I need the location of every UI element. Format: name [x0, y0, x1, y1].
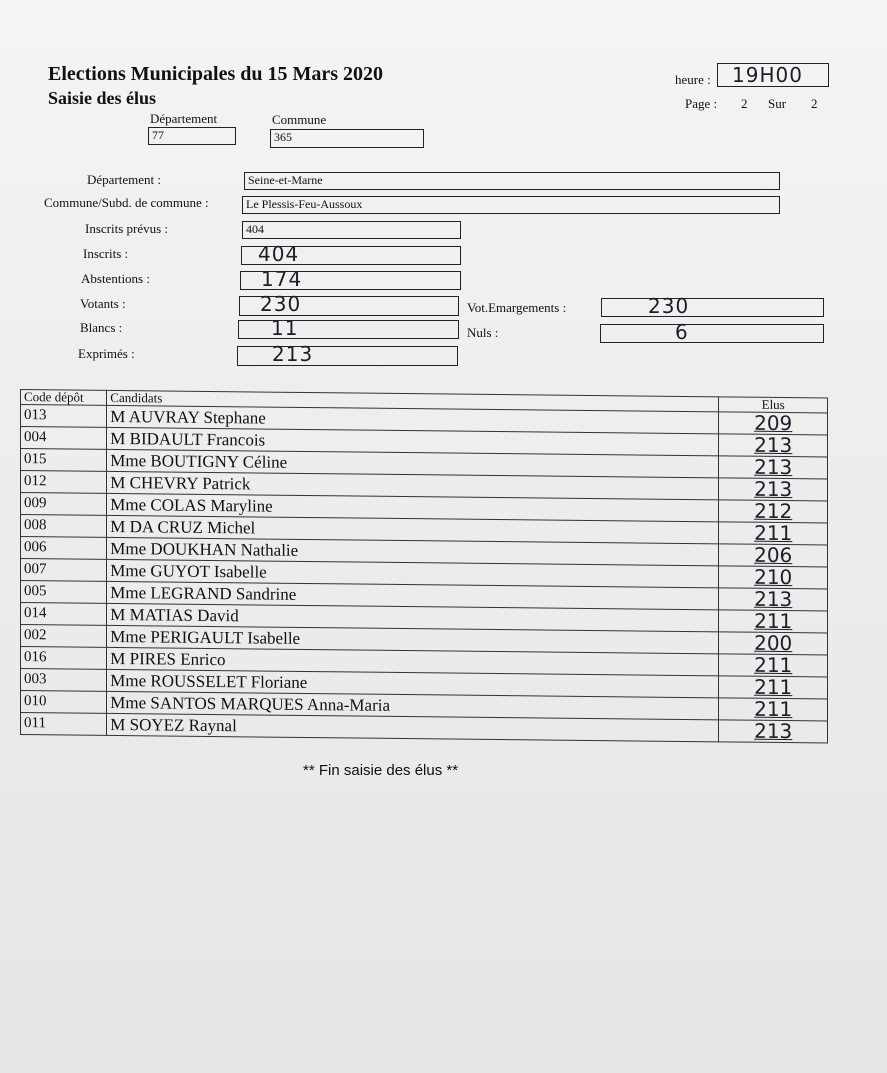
- candidate-name: Mme GUYOT Isabelle: [107, 559, 719, 587]
- candidate-name: M MATIAS David: [107, 603, 719, 631]
- candidate-name: Mme PERIGAULT Isabelle: [107, 625, 719, 653]
- candidate-code: 003: [21, 669, 107, 692]
- candidate-code: 002: [21, 625, 107, 648]
- candidate-elus: 213: [719, 720, 828, 743]
- nuls-label: Nuls :: [467, 325, 499, 340]
- exprimes-label: Exprimés :: [78, 346, 135, 361]
- candidate-code: 013: [21, 405, 107, 428]
- candidate-code: 011: [21, 713, 107, 736]
- exprimes-field: 213: [237, 346, 458, 366]
- end-of-entry-note: ** Fin saisie des élus **: [303, 762, 459, 779]
- candidate-code: 012: [21, 471, 107, 494]
- candidate-elus: 213: [719, 456, 828, 479]
- candidate-name: M PIRES Enrico: [107, 647, 719, 675]
- document-subtitle: Saisie des élus: [48, 88, 157, 108]
- blancs-field: 11: [238, 320, 459, 339]
- inscrits-field: 404: [241, 246, 461, 265]
- document-title: Elections Municipales du 15 Mars 2020: [48, 63, 384, 85]
- candidate-elus: 212: [719, 500, 828, 523]
- candidate-name: M CHEVRY Patrick: [107, 471, 719, 499]
- candidate-code: 010: [21, 691, 107, 714]
- candidate-code: 004: [21, 427, 107, 450]
- inscrits-prevus-field: 404: [242, 221, 461, 239]
- departement-code-field: 77: [148, 127, 236, 145]
- candidate-elus: 211: [719, 676, 828, 699]
- candidate-elus: 213: [719, 434, 828, 457]
- inscrits-prevus-label: Inscrits prévus :: [85, 221, 169, 236]
- candidate-code: 015: [21, 449, 107, 472]
- candidate-elus: 213: [719, 478, 828, 501]
- candidate-name: Mme LEGRAND Sandrine: [107, 581, 719, 609]
- header-elus: Elus: [719, 397, 828, 413]
- candidate-code: 008: [21, 515, 107, 538]
- page-label: Page :: [685, 96, 718, 111]
- departement-label: Département :: [87, 172, 161, 187]
- candidate-code: 005: [21, 581, 107, 604]
- departement-field: Seine-et-Marne: [244, 172, 780, 190]
- candidate-code: 009: [21, 493, 107, 516]
- candidate-elus: 211: [719, 698, 828, 721]
- candidate-elus: 213: [719, 588, 828, 611]
- vot-emargements-field: 230: [601, 298, 824, 317]
- candidate-name: Mme SANTOS MARQUES Anna-Maria: [107, 691, 719, 719]
- header-code-depot: Code dépôt: [21, 390, 107, 406]
- candidate-name: M BIDAULT Francois: [107, 427, 719, 455]
- candidate-code: 016: [21, 647, 107, 670]
- candidate-name: M AUVRAY Stephane: [107, 405, 719, 433]
- heure-value: 19H00: [717, 63, 829, 87]
- page-sur-label: Sur: [768, 96, 787, 111]
- inscrits-label: Inscrits :: [83, 246, 129, 261]
- candidate-elus: 211: [719, 654, 828, 677]
- blancs-label: Blancs :: [80, 320, 123, 335]
- commune-label: Commune/Subd. de commune :: [44, 195, 209, 210]
- candidate-elus: 200: [719, 632, 828, 655]
- candidate-elus: 209: [719, 412, 828, 435]
- candidate-name: Mme ROUSSELET Floriane: [107, 669, 719, 697]
- votants-label: Votants :: [80, 296, 126, 311]
- candidate-name: Mme DOUKHAN Nathalie: [107, 537, 719, 565]
- votants-field: 230: [239, 296, 459, 316]
- commune-code-label: Commune: [272, 112, 327, 127]
- candidate-code: 007: [21, 559, 107, 582]
- candidate-name: Mme COLAS Maryline: [107, 493, 719, 521]
- candidate-name: M DA CRUZ Michel: [107, 515, 719, 543]
- candidate-elus: 206: [719, 544, 828, 567]
- vot-emargements-label: Vot.Emargements :: [467, 300, 567, 315]
- candidate-code: 014: [21, 603, 107, 626]
- header-candidats: Candidats: [107, 390, 719, 411]
- abstentions-label: Abstentions :: [81, 271, 150, 286]
- candidate-name: M SOYEZ Raynal: [107, 713, 719, 741]
- commune-field: Le Plessis-Feu-Aussoux: [242, 196, 780, 214]
- abstentions-field: 174: [240, 271, 461, 290]
- candidate-name: Mme BOUTIGNY Céline: [107, 449, 719, 477]
- heure-label: heure :: [675, 72, 711, 87]
- candidate-elus: 211: [719, 522, 828, 545]
- elus-table-body: [21, 405, 828, 743]
- candidate-elus: 210: [719, 566, 828, 589]
- page-current: 2: [741, 96, 748, 111]
- commune-code-field: 365: [270, 129, 424, 148]
- page-total: 2: [811, 96, 818, 111]
- departement-code-label: Département: [150, 111, 218, 126]
- elus-table: [20, 389, 828, 743]
- nuls-field: 6: [600, 324, 824, 343]
- candidate-elus: 211: [719, 610, 828, 633]
- candidate-code: 006: [21, 537, 107, 560]
